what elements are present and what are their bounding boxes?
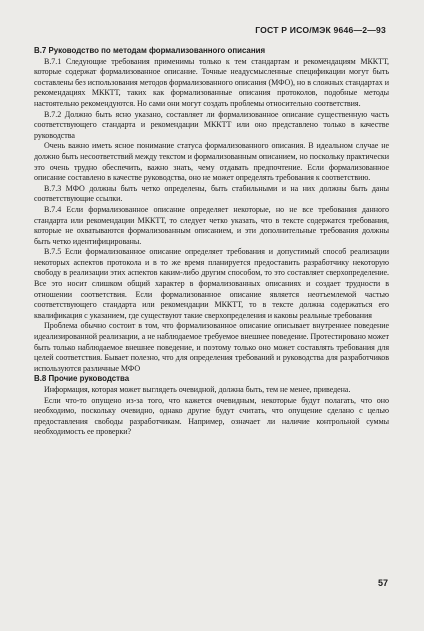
paragraph: Очень важно иметь ясное понимание статуса формализованного описания. В идеальном случае не должно быть несоответствий между текстом и формализованным описанием, но поскольку практически это очень трудно обеспечить, важно знать, чему отдавать предпочтение. Если формализованное описание составлено в качестве руководства, оно не может определять требования к соответствию. xyxy=(34,141,389,183)
paragraph: В.7.5 Если формализованное описание определяет требования и допустимый способ реализации некоторых аспектов протокола и в то же время планируется предоставить разработчику некоторую свободу в реализации этих аспектов каким-либо другим способом, то это составляет сверхопределение. Все это носит слишком общий характер в формализованных описаниях и создает трудности в отношении соответствия. Если формализованное описание является неотъемлемой частью соответствующего стандарта или рекомендации МККТТ, то в тексте должна содержаться его квалификация с указанием, где существуют такие сверхопределения и каковы реальные требования xyxy=(34,247,389,320)
paragraph: Если что-то опущено из-за того, что кажется очевидным, некоторые будут полагать, что оно необходимо, поскольку очевидно, однако другие будут считать, что опущение сделано с целью предоставления свободы разработчикам. Например, означает ли наличие контрольной суммы необходимость ее проверки? xyxy=(34,395,389,437)
page-number: 57 xyxy=(377,578,388,588)
paragraph: В.7.2 Должно быть ясно указано, составляет ли формализованное описание существенную часть соответствующего стандарта и рекомендации МККТТ или оно представлено только в качестве руководства xyxy=(34,109,389,140)
document-body xyxy=(34,46,389,438)
paragraph: В.7.3 МФО должны быть четко определены, быть стабильными и на них должны быть даны соответствующие ссылки. xyxy=(34,183,389,204)
paragraph: В.7.4 Если формализованное описание определяет некоторые, но не все требования данного стандарта или рекомендации МККТТ, то следует четко указать, что в тексте содержатся требования, которые не охватываются формализованным описанием, и эти дополнительные требования должны быть четко идентифицированы. xyxy=(34,204,389,246)
paragraph: Информация, которая может выглядеть очевидной, должна быть, тем не менее, приведена. xyxy=(44,385,351,394)
paragraph: В.7.1 Следующие требования применимы только к тем стандартам и рекомендациям МККТТ, которые содержат формализованное описание. Точные неадусмысленные спецификации могут быть составлены без использования методов формализованного описания (МФО), но в сложных стандартах и рекомендациях МККТТ, таких как формализованные описания протоколов, подобные методы настоятельно рекомендуются. Но сами они могут создать проблемы относительно соответствия. xyxy=(34,56,389,108)
section-title: В.7 Руководство по методам формализованного описания xyxy=(34,46,266,55)
standard-header: ГОСТ Р ИСО/МЭК 9646—2—93 xyxy=(255,25,386,35)
section-title: В.8 Прочие руководства xyxy=(34,374,130,384)
paragraph: Проблема обычно состоит в том, что формализованное описание описывает внутреннее поведение идеализированной реализации, а не наблюдаемое требуемое внешнее поведение. Протестировано может быть только наблюдаемое внешнее поведение, и поэтому только оно может составлять требования для целей соответствия. Бывает полезно, что для определения требований и руководства для разработчиков используются различные МФО xyxy=(34,321,389,373)
